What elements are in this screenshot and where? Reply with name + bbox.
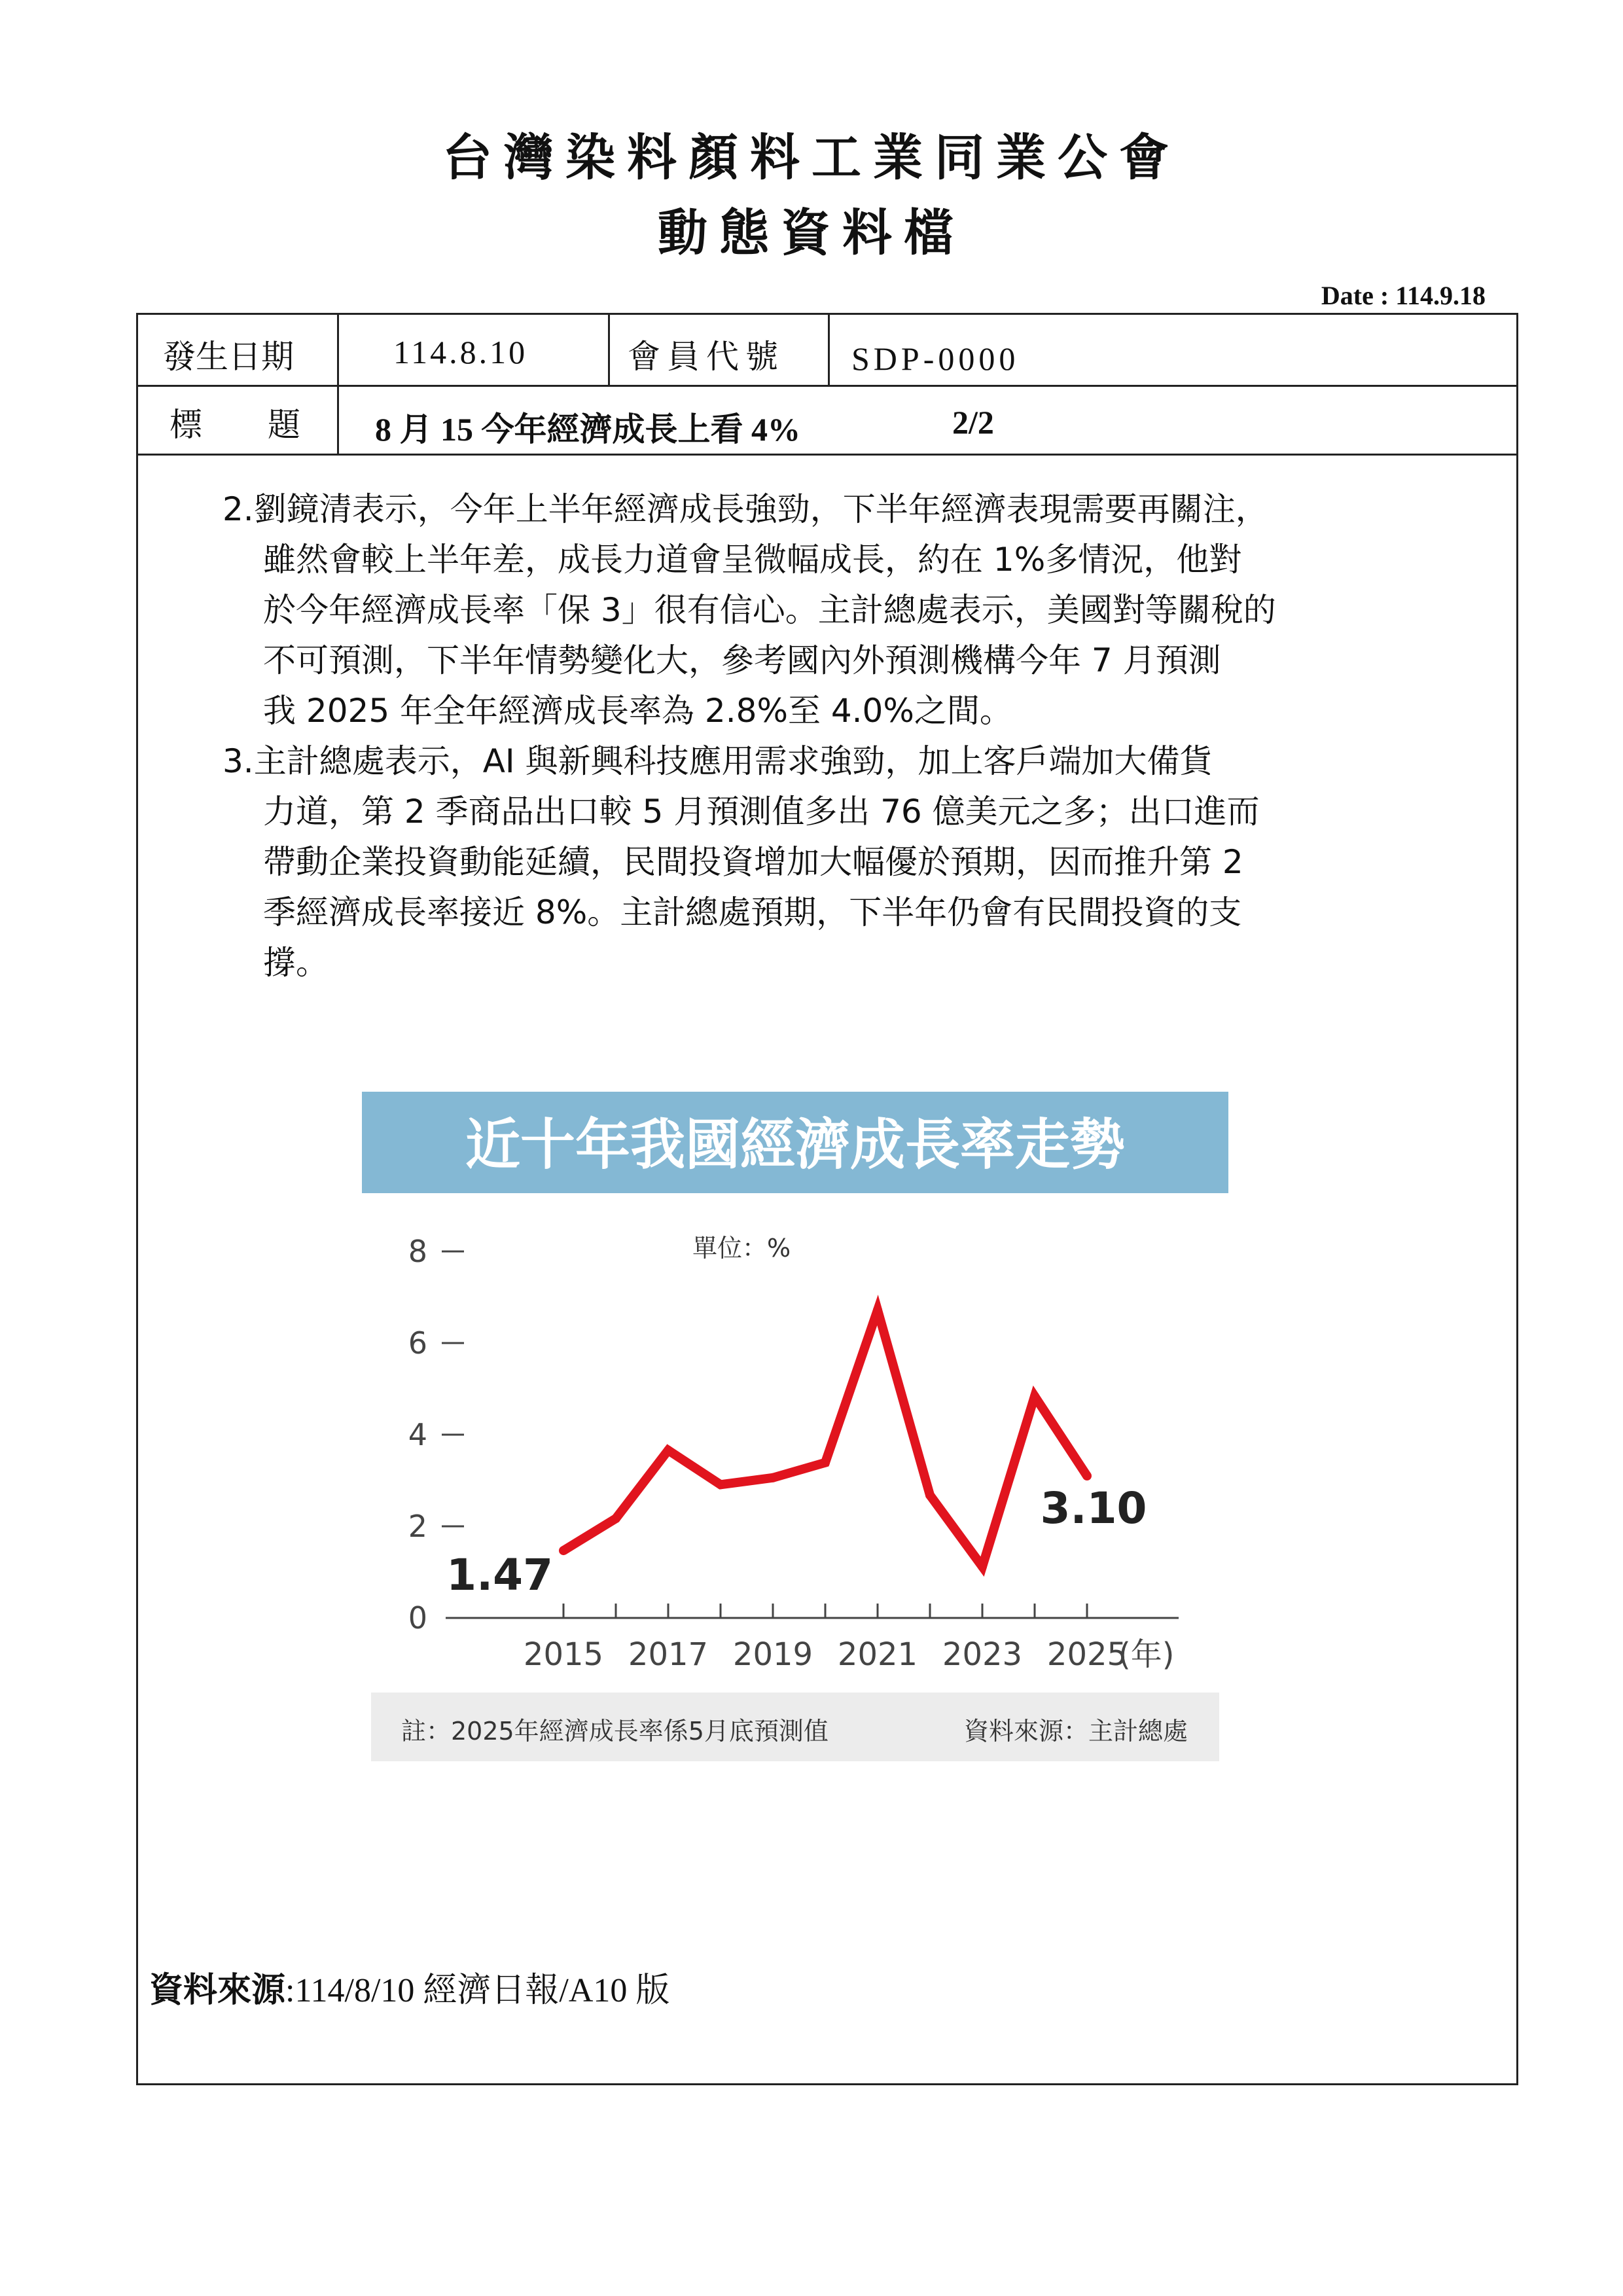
x-axis-unit: (年) xyxy=(1118,1636,1175,1673)
text-line: 3.主計總處表示，AI 與新興科技應用需求強勁，加上客戶端加大備貨 xyxy=(223,742,1213,780)
chart-source: 資料來源：主計總處 xyxy=(963,1717,1188,1746)
data-point xyxy=(664,1446,673,1455)
org-name: 台灣染料顏料工業同業公會 xyxy=(442,128,1181,187)
x-tick-label: 2015 xyxy=(523,1636,604,1673)
divider xyxy=(337,315,339,454)
data-point xyxy=(821,1458,830,1467)
page-indicator: 2/2 xyxy=(952,404,994,440)
text-line: 2.劉鏡清表示，今年上半年經濟成長強勁，下半年經濟表現需要再關注， xyxy=(223,490,1268,528)
document-title: 動態資料檔 xyxy=(658,204,965,262)
text-line: 季經濟成長率接近 8%。主計總處預期，下半年仍會有民間投資的支 xyxy=(263,893,1242,931)
title-value: 8 月 15 今年經濟成長上看 4% xyxy=(375,411,800,448)
paragraph xyxy=(223,484,1414,736)
divider xyxy=(828,315,830,385)
data-point xyxy=(768,1473,777,1482)
data-label-first: 1.47 xyxy=(446,1550,553,1601)
article-body xyxy=(223,484,1414,988)
divider xyxy=(138,385,1516,387)
x-tick-label: 2025 xyxy=(1046,1636,1128,1673)
source-line xyxy=(149,1962,669,2011)
date-value: 114.8.10 xyxy=(393,334,528,370)
data-point xyxy=(559,1546,568,1555)
chart-svg xyxy=(362,1092,1228,1761)
text-line: 於今年經濟成長率「保 3」很有信心。主計總處表示，美國對等關稅的 xyxy=(263,591,1276,629)
divider xyxy=(608,315,610,385)
source-text: :114/8/10 經濟日報/A10 版 xyxy=(285,1972,670,2009)
data-point xyxy=(1082,1471,1092,1480)
y-tick-label: 0 xyxy=(408,1600,427,1636)
divider xyxy=(138,454,1516,456)
y-tick-label: 2 xyxy=(408,1509,427,1544)
growth-chart xyxy=(362,1092,1228,1761)
data-point xyxy=(873,1306,882,1315)
text-line: 帶動企業投資動能延續，民間投資增加大幅優於預期，因而推升第 2 xyxy=(263,843,1243,881)
title-label: 標 題 xyxy=(169,406,300,444)
member-label: 會員代號 xyxy=(628,338,785,376)
y-tick-label: 6 xyxy=(408,1325,427,1361)
source-label: 資料來源 xyxy=(149,1971,286,2010)
x-tick-label: 2017 xyxy=(628,1636,709,1673)
unit-label: 單位：% xyxy=(692,1234,791,1263)
y-tick-label: 8 xyxy=(408,1234,427,1269)
member-value: SDP-0000 xyxy=(851,340,1020,377)
chart-plot-background xyxy=(362,1193,1228,1761)
data-point xyxy=(925,1490,935,1499)
x-tick-label: 2023 xyxy=(942,1636,1023,1673)
text-line: 力道，第 2 季商品出口較 5 月預測值多出 76 億美元之多；出口進而 xyxy=(263,793,1260,831)
data-point xyxy=(716,1480,725,1489)
document-date: Date : 114.9.18 xyxy=(1321,281,1486,310)
data-point xyxy=(1030,1391,1039,1401)
date-label: 發生日期 xyxy=(163,338,294,376)
chart-title: 近十年我國經濟成長率走勢 xyxy=(465,1113,1126,1177)
x-tick-label: 2019 xyxy=(732,1636,813,1673)
text-line: 撐。 xyxy=(263,944,329,982)
chart-note: 註：2025年經濟成長率係5月底預測值 xyxy=(401,1717,829,1746)
text-line: 不可預測，下半年情勢變化大，參考國內外預測機構今年 7 月預測 xyxy=(263,641,1221,679)
data-label-last: 3.10 xyxy=(1040,1483,1147,1534)
text-line: 雖然會較上半年差，成長力道會呈微幅成長，約在 1%多情況，他對 xyxy=(263,541,1242,579)
data-point xyxy=(978,1562,987,1571)
paragraph xyxy=(223,736,1414,988)
text-line: 我 2025 年全年經濟成長率為 2.8%至 4.0%之間。 xyxy=(263,692,1012,730)
y-tick-label: 4 xyxy=(408,1417,427,1452)
data-point xyxy=(611,1514,620,1523)
x-tick-label: 2021 xyxy=(837,1636,918,1673)
